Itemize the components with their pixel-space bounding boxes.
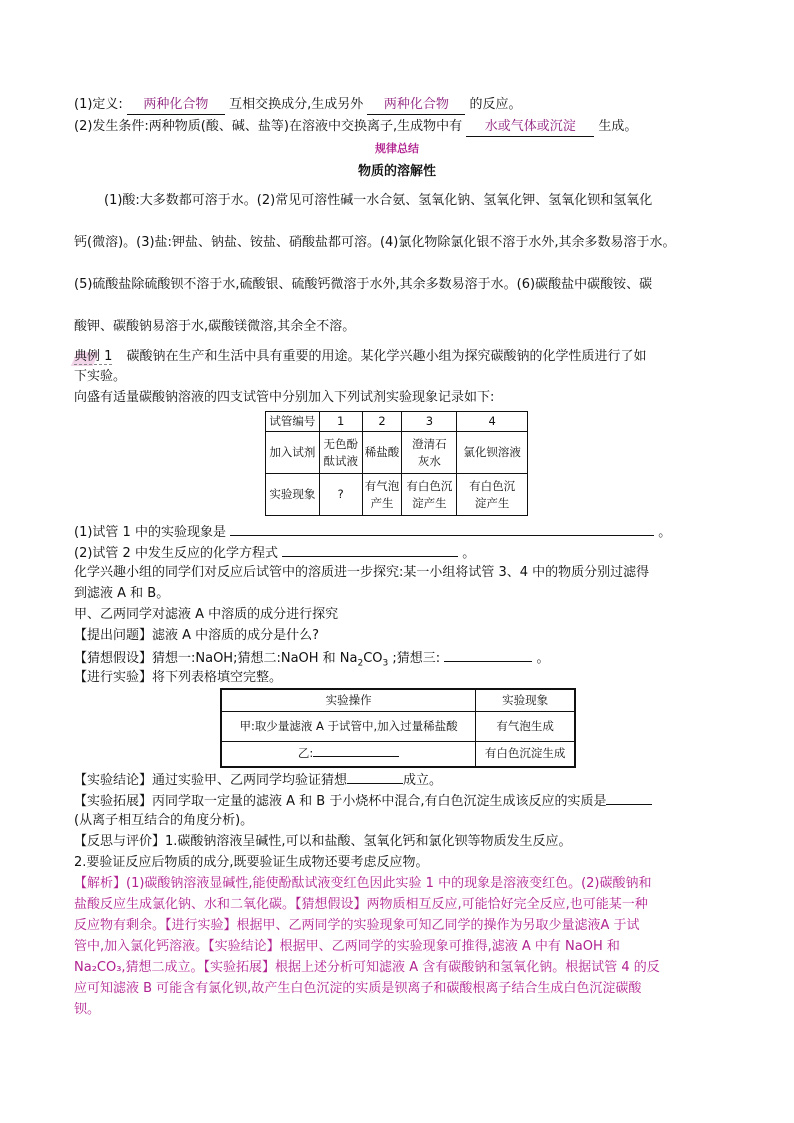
condition-text: 生成。 xyxy=(598,119,638,134)
table-header: 实验现象 xyxy=(476,689,575,711)
subscript: 2 xyxy=(357,658,364,669)
hypothesis-text: 【猜想假设】猜想一:NaOH;猜想二:NaOH 和 Na xyxy=(74,651,358,666)
body-text: 【进行实验】将下列表格填空完整。 xyxy=(74,670,283,685)
table-cell: 有气泡 产生 xyxy=(362,474,402,516)
analysis-text: Na₂CO₃,猜想二成立。【实验拓展】根据上述分析可知滤液 A 含有碳酸钠和氢氧化钠。根据试管 4 的反 xyxy=(74,960,660,975)
body-text: 2.要验证反应后物质的成分,既要验证生成物还要考虑反应物。 xyxy=(74,855,429,870)
conclusion-line xyxy=(74,770,442,790)
body-text: 【实验拓展】丙同学取一定量的滤液 A 和 B 于小烧杯中混合,有白色沉淀生成该反应的实质是 xyxy=(74,794,607,809)
condition-text: (2)发生条件:两种物质(酸、碱、盐等)在溶液中交换离子,生成物中有 xyxy=(74,119,463,134)
table-header: 3 xyxy=(402,412,457,432)
table-cell: ? xyxy=(319,474,362,516)
test-tube-table xyxy=(265,411,528,516)
body-text: 【实验结论】通过实验甲、乙两同学均验证猜想 xyxy=(74,773,348,788)
body-text: 【提出问题】滤液 A 中溶质的成分是什么? xyxy=(74,628,320,643)
solubility-paragraph: (5)硫酸盐除硫酸钡不溶于水,硫酸银、硫酸钙微溶于水外,其余多数易溶于水。(6)碳酸盐中碳酸铵、碳 xyxy=(74,277,653,292)
experiment-table xyxy=(220,688,576,768)
analysis-text: 应可知滤液 B 可能含有氯化钡,故产生白色沉淀的实质是钡离子和碳酸根离子结合生成白色沉淀碳酸 xyxy=(74,981,642,996)
table-cell: 加入试剂 xyxy=(266,432,320,474)
body-text: 化学兴趣小组的同学们对反应后试管中的溶质进一步探究:某一小组将试管 3、4 中的物质分别过滤得 xyxy=(74,565,650,580)
answer-blank[interactable] xyxy=(282,543,458,557)
answer-blank[interactable] xyxy=(313,745,399,757)
question-text: (1)试管 1 中的实验现象是 xyxy=(74,525,226,540)
table-cell: 无色酚 酞试液 xyxy=(319,432,362,474)
table-cell: 澄清石 灰水 xyxy=(402,432,457,474)
definition-label: (1)定义: xyxy=(74,97,123,112)
answer-blank[interactable] xyxy=(347,770,403,784)
answer-blank[interactable] xyxy=(444,648,532,662)
example-text: 向盛有适量碳酸钠溶液的四支试管中分别加入下列试剂实验现象记录如下: xyxy=(74,390,495,405)
table-cell xyxy=(221,741,476,767)
extension-line xyxy=(74,791,652,811)
table-header: 4 xyxy=(457,412,528,432)
table-cell: 有白色沉淀生成 xyxy=(476,741,575,767)
table-cell: 稀盐酸 xyxy=(362,432,402,474)
solubility-paragraph: 钙(微溶)。(3)盐:钾盐、钠盐、铵盐、硝酸盐都可溶。(4)氯化物除氯化银不溶于水外,其余多数易溶于水。 xyxy=(74,235,676,250)
solubility-title: 物质的溶解性 xyxy=(357,164,436,179)
question-text: 。 xyxy=(658,525,672,540)
example-tag: 典例 1 xyxy=(74,349,113,364)
definition-line xyxy=(74,96,522,115)
question-text: (2)试管 2 中发生反应的化学方程式 xyxy=(74,546,278,561)
example-intro xyxy=(74,348,647,366)
hypothesis-text: CO xyxy=(363,651,383,666)
hypothesis-text: ;猜想三: xyxy=(388,651,441,666)
hypothesis-text: 。 xyxy=(536,651,550,666)
table-header: 1 xyxy=(319,412,362,432)
question-1 xyxy=(74,522,671,542)
subscript: 3 xyxy=(382,658,389,669)
table-header: 试管编号 xyxy=(266,412,320,432)
definition-text: 互相交换成分,生成另外 xyxy=(229,97,364,112)
body-text: 【反思与评价】1.碳酸钠溶液呈碱性,可以和盐酸、氢氧化钙和氯化钡等物质发生反应。 xyxy=(74,834,572,849)
example-text: 碳酸钠在生产和生活中具有重要的用途。某化学兴趣小组为探究碳酸钠的化学性质进行了如 xyxy=(126,349,647,364)
answer-blank[interactable] xyxy=(230,522,654,536)
example-text: 下实验。 xyxy=(74,369,127,384)
table-header: 2 xyxy=(362,412,402,432)
body-text: 到滤液 A 和 B。 xyxy=(74,586,170,601)
table-cell: 甲:取少量滤液 A 于试管中,加入过量稀盐酸 xyxy=(221,711,476,741)
analysis-text: 钡。 xyxy=(74,1002,101,1017)
question-2 xyxy=(74,543,475,563)
table-cell: 氯化钡溶液 xyxy=(457,432,528,474)
answer-blank: 水或气体或沉淀 xyxy=(466,118,594,137)
solubility-paragraph: (1)酸:大多数都可溶于水。(2)常见可溶性碱一水合氨、氢氧化钠、氢氧化钾、氢氧化钡和氢氧化 xyxy=(104,193,653,208)
answer-blank: 两种化合物 xyxy=(367,96,465,115)
summary-heading: 规律总结 xyxy=(375,142,419,155)
analysis-text: 反应物有剩余。【进行实验】根据甲、乙两同学的实验现象可知乙同学的操作为另取少量滤液A 于试 xyxy=(74,918,640,933)
answer-blank: 两种化合物 xyxy=(127,96,225,115)
condition-line xyxy=(74,118,637,137)
solubility-paragraph: 酸钾、碳酸钠易溶于水,碳酸镁微溶,其余全不溶。 xyxy=(74,319,356,334)
table-cell-text: 乙: xyxy=(297,746,314,761)
table-cell: 有气泡生成 xyxy=(476,711,575,741)
definition-text: 的反应。 xyxy=(469,97,522,112)
table-cell: 有白色沉 淀产生 xyxy=(457,474,528,516)
body-text: 甲、乙两同学对滤液 A 中溶质的成分进行探究 xyxy=(74,607,339,622)
analysis-text: 管中,加入氯化钙溶液。【实验结论】根据甲、乙两同学的实验现象可推得,滤液 A 中有 NaOH 和 xyxy=(74,939,620,954)
analysis-text: 【解析】(1)碳酸钠溶液显碱性,能使酚酞试液变红色因此实验 1 中的现象是溶液变红色。(2)碳酸钠和 xyxy=(74,876,652,891)
table-cell: 有白色沉 淀产生 xyxy=(402,474,457,516)
body-text: 成立。 xyxy=(403,773,443,788)
table-header: 实验操作 xyxy=(221,689,476,711)
table-cell: 实验现象 xyxy=(266,474,320,516)
analysis-text: 盐酸反应生成氯化钠、水和二氧化碳。【猜想假设】两物质相互反应,可能恰好完全反应,也可能某一种 xyxy=(74,897,648,912)
question-text: 。 xyxy=(462,546,476,561)
body-text: (从离子相互结合的角度分析)。 xyxy=(74,813,254,828)
answer-blank[interactable] xyxy=(606,791,652,805)
